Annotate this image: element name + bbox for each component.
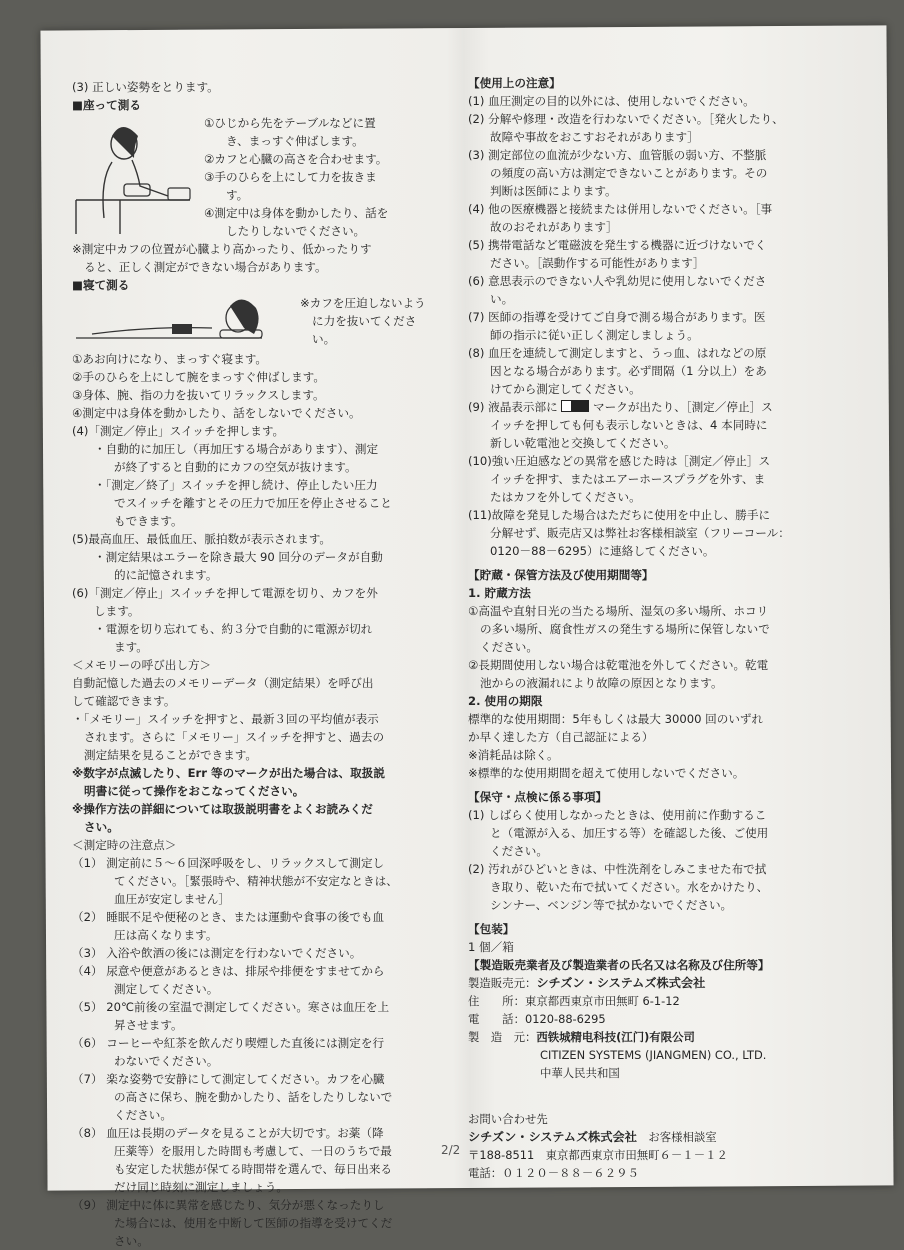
notes-line: （8） 血圧は長期のデータを見ることが大切です。お薬（降 <box>72 1126 384 1140</box>
usage-9-line: 新しい乾電池と交換してください。 <box>490 436 676 450</box>
tel-label: 電 話： <box>468 1012 525 1026</box>
usageTail-line: たはカフを外してください。 <box>490 490 641 504</box>
usage-line: (4) 他の医療機器と接続または併用しないでください。［事 <box>468 202 773 216</box>
notes-line: ください。 <box>114 1108 172 1122</box>
tel: 0120-88-6295 <box>524 1012 606 1026</box>
contact-name: シチズン・システムズ株式会社 <box>468 1130 637 1144</box>
usage-line: の頻度の高い方は測定できないことがあります。その <box>490 166 768 180</box>
usage-line: 故のおそれがあります］ <box>490 220 618 234</box>
manufacturer-label: 製 造 元： <box>468 1030 537 1044</box>
usage-line: ださい。［誤動作する可能性があります］ <box>490 256 705 270</box>
usage-notes <box>468 92 818 398</box>
lying-illustration <box>72 294 300 350</box>
usage-line: 因となる場合があります。必ず間隔（1 分以上）をあ <box>490 364 767 378</box>
storage-line: の多い場所、腐食性ガスの発生する場所に保管しないで <box>480 622 770 636</box>
memory-bold-note: ※数字が点滅したり、Err 等のマークが出た場合は、取扱説 <box>72 766 385 780</box>
notes-line: （1） 測定前に５～６回深呼吸をし、リラックスして測定し <box>72 856 385 870</box>
seller-label: 製造販売元： <box>468 976 537 990</box>
storage-subheading: 1. 貯蔵方法 <box>468 586 531 600</box>
battery-icon <box>561 400 589 412</box>
period-subheading: 2. 使用の期限 <box>468 694 543 708</box>
usageTail-line: 分解せず、販売店又は弊社お客様相談室（フリーコール： <box>490 526 790 540</box>
left-column <box>72 78 460 1250</box>
sitting-note: ると、正しく測定ができない場合があります。 <box>84 260 327 274</box>
storage-line: ください。 <box>480 640 538 654</box>
step-4-line: ・「測定／終了」スイッチを押し続け、停止したい圧力 <box>94 478 378 492</box>
lying-line: ①あお向けになり、まっすぐ寝ます。 <box>72 352 267 366</box>
usage-line: けてから測定してください。 <box>490 382 641 396</box>
address-label: 住 所： <box>468 994 525 1008</box>
usage-9-text: マークが出たり、［測定／停止］ス <box>593 400 773 414</box>
memory-heading: ＜メモリーの呼び出し方＞ <box>72 658 212 672</box>
notes-line: 昇させます。 <box>114 1018 183 1032</box>
contact-dept: お客様相談室 <box>648 1130 717 1144</box>
notes-line: （3） 入浴や飲酒の後には測定を行わないでください。 <box>72 946 362 960</box>
lying-note: に力を抜いてくださ <box>312 314 417 328</box>
maint-line: ください。 <box>490 844 548 858</box>
step-6-line: ます。 <box>114 640 148 654</box>
notes-heading: ＜測定時の注意点＞ <box>72 838 177 852</box>
step-3: (3) 正しい姿勢をとります。 <box>72 80 219 94</box>
lying-line: ②手のひらを上にして腕をまっすぐ伸ばします。 <box>72 370 325 384</box>
notes-line: さい。 <box>114 1234 149 1248</box>
memory-line: 測定結果を見ることができます。 <box>84 748 257 762</box>
lying-line: ④測定中は身体を動かしたり、話をしないでください。 <box>72 406 361 420</box>
page-number: 2/2 <box>441 1143 461 1157</box>
usageTail-line: (10)強い圧迫感などの異常を感じた時は［測定／停止］ス <box>468 454 771 468</box>
notes-line: （9） 測定中に体に異常を感じたり、気分が悪くなったりし <box>72 1198 385 1212</box>
sitting-line: す。 <box>226 188 249 202</box>
memory-bold-note: さい。 <box>84 820 119 834</box>
step-5-line: ・測定結果はエラーを除き最大 90 回分のデータが自動 <box>94 550 383 564</box>
notes-line: だけ同じ時刻に測定しましょう。 <box>114 1180 288 1194</box>
notes-line: も安定した状態が保てる時間帯を選んで、毎日出来る <box>114 1162 393 1176</box>
notes-line: の高さに保ち、腕を動かしたり、話をしたりしないで <box>114 1090 393 1104</box>
sitting-illustration <box>72 114 204 240</box>
storage-line: ①高温や直射日光の当たる場所、湿気の多い場所、ホコリ <box>468 604 769 618</box>
memory-line: 自動記憶した過去のメモリーデータ（測定結果）を呼び出 <box>72 676 374 690</box>
right-column <box>468 74 818 1182</box>
usage-9-text: (9) 液晶表示部に <box>468 400 558 414</box>
usage-line: 故障や事故をおこすおそれがあります］ <box>490 130 699 144</box>
sitting-line: き、まっすぐ伸ばします。 <box>226 134 364 148</box>
sitting-line: ①ひじから先をテーブルなどに置 <box>204 116 376 130</box>
address: 東京都西東京市田無町 6-1-12 <box>524 994 680 1008</box>
contact-tel: 電話：０１２０－８８－６２９５ <box>468 1166 639 1180</box>
notes-line: （5） 20℃前後の室温で測定してください。寒さは血圧を上 <box>72 1000 390 1014</box>
maintenance-notes <box>468 806 818 914</box>
memory-bold-note: ※操作方法の詳細については取扱説明書をよくお読みくだ <box>72 802 373 816</box>
notes-line: 圧は高くなります。 <box>114 928 218 942</box>
step-4-line: が終了すると自動的にカフの空気が抜けます。 <box>114 460 357 474</box>
period-line: ※消耗品は除く。 <box>468 748 559 762</box>
storage-line: ②長期間使用しない場合は乾電池を外してください。乾電 <box>468 658 769 672</box>
memory-line: ・「メモリー」スイッチを押すと、最新３回の平均値が表示 <box>72 712 379 726</box>
storage-heading: 【貯蔵・保管方法及び使用期間等】 <box>468 568 654 582</box>
lying-line: ③身体、腕、指の力を抜いてリラックスします。 <box>72 388 325 402</box>
step-5-line: 的に記憶されます。 <box>114 568 218 582</box>
usage-line: (5) 携帯電話など電磁波を発生する機器に近づけないでく <box>468 238 767 252</box>
period-line: 標準的な使用期間：5年もしくは最大 30000 回のいずれ <box>468 712 764 726</box>
usage-9-line: イッチを押しても何も表示しないときは、4 本同時に <box>490 418 768 432</box>
notes-line: 測定してください。 <box>114 982 219 996</box>
maint-line: き取り、乾いた布で拭いてください。水をかけたり、 <box>490 880 769 894</box>
notes-line: （6） コーヒーや紅茶を飲んだり喫煙した直後には測定を行 <box>72 1036 385 1050</box>
usage-heading: 【使用上の注意】 <box>468 76 561 90</box>
notes-line: わないでください。 <box>114 1054 219 1068</box>
usage-item-9 <box>468 398 818 416</box>
usageTail-line: 0120－88－6295）に連絡してください。 <box>490 544 715 558</box>
notes-line: （2） 睡眠不足や便秘のとき、または運動や食事の後でも血 <box>72 910 385 924</box>
sitting-line: したりしないでください。 <box>226 224 366 238</box>
usage-notes-tail <box>468 452 818 560</box>
memory-bold-note: 明書に従って操作をおこなってください。 <box>84 784 305 798</box>
step-4-line: もできます。 <box>114 514 183 528</box>
usage-line: (7) 医師の指導を受けてご自身で測る場合があります。医 <box>468 310 766 324</box>
notes-line: た場合には、使用を中断して医師の指導を受けてくだ <box>114 1216 393 1230</box>
usage-line: (2) 分解や修理・改造を行わないでください。［発火したり、 <box>468 112 784 126</box>
maint-line: (2) 汚れがひどいときは、中性洗剤をしみこませた布で拭 <box>468 862 767 876</box>
manufacturer-heading: 【製造販売業者及び製造業者の氏名又は名称及び住所等】 <box>468 958 770 972</box>
step-4-line: でスイッチを離すとその圧力で加圧を停止させること <box>114 496 392 510</box>
sitting-line: ②カフと心臓の高さを合わせます。 <box>204 152 388 166</box>
maint-line: と（電源が入る、加圧する等）を確認した後、ご使用 <box>490 826 769 840</box>
usage-line: (6) 意思表示のできない人や乳幼児に使用しないでくださ <box>468 274 767 288</box>
step-6: (6)「測定／停止」スイッチを押して電源を切り、カフを外 <box>72 586 378 600</box>
notes-line: 血圧が安定しません］ <box>114 892 230 906</box>
contact-address: 〒188-8511 東京都西東京市田無町６－１－１２ <box>468 1148 728 1162</box>
manufacturer-country: 中華人民共和国 <box>540 1066 620 1080</box>
sitting-note: ※測定中カフの位置が心臓より高かったり、低かったりす <box>72 242 372 256</box>
usageTail-line: イッチを押す、またはエアーホースプラグを外す、ま <box>490 472 766 486</box>
lying-note: い。 <box>312 332 336 346</box>
period-line: ※標準的な使用期間を超えて使用しないでください。 <box>468 766 745 780</box>
memory-line: されます。さらに「メモリー」スイッチを押すと、過去の <box>84 730 385 744</box>
contact-label: お問い合わせ先 <box>468 1112 548 1126</box>
step-6-line: ・電源を切り忘れても、約３分で自動的に電源が切れ <box>94 622 373 636</box>
step-4: (4)「測定／停止」スイッチを押します。 <box>72 424 285 438</box>
usage-line: (3) 測定部位の血流が少ない方、血管脈の弱い方、不整脈 <box>468 148 767 162</box>
manufacturer-cn: 西铁城精电科技(江门)有限公司 <box>536 1030 695 1044</box>
notes-line: （7） 楽な姿勢で安静にして測定してください。カフを心臓 <box>72 1072 385 1086</box>
usage-line: い。 <box>490 292 514 306</box>
usage-line: (8) 血圧を連続して測定しますと、うっ血、はれなどの原 <box>468 346 767 360</box>
package-heading: 【包装】 <box>468 922 515 936</box>
usage-line: 師の指示に従い正しく測定しましょう。 <box>490 328 699 342</box>
manufacturer-block <box>468 974 818 1182</box>
sitting-line: ④測定中は身体を動かしたり、話を <box>204 206 389 220</box>
measurement-notes <box>72 854 460 1250</box>
usageTail-line: (11)故障を発見した場合はただちに使用を中止し、勝手に <box>468 508 771 522</box>
maint-line: (1) しばらく使用しなかったときは、使用前に作動するこ <box>468 808 767 822</box>
step-4-line: ・自動的に加圧し（再加圧する場合があります）、測定 <box>94 442 379 456</box>
storage-line: 池からの液漏れにより故障の原因となります。 <box>480 676 723 690</box>
notes-line: 圧薬等）を服用した時間も考慮して、一日のうちで最 <box>114 1144 392 1158</box>
usage-line: (1) 血圧測定の目的以外には、使用しないでください。 <box>468 94 755 108</box>
sitting-heading: ■座って測る <box>72 98 141 112</box>
seller-name: シチズン・システムズ株式会社 <box>536 976 706 990</box>
step-5: (5)最高血圧、最低血圧、脈拍数が表示されます。 <box>72 532 331 546</box>
maintenance-heading: 【保守・点検に係る事項】 <box>468 790 608 804</box>
period-line: か早く達した方（自己認証による） <box>468 730 654 744</box>
maint-line: シンナー、ベンジン等で拭かないでください。 <box>490 898 733 912</box>
notes-line: （4） 尿意や便意があるときは、排尿や排便をすませてから <box>72 964 385 978</box>
memory-line: して確認できます。 <box>72 694 176 708</box>
lying-heading: ■寝て測る <box>72 278 130 292</box>
lying-note: ※カフを圧迫しないよう <box>300 296 426 310</box>
package-text: 1 個／箱 <box>468 940 514 954</box>
notes-line: てください。［緊張時や、精神状態が不安定なときは、 <box>114 874 398 888</box>
manufacturer-en: CITIZEN SYSTEMS (JIANGMEN) CO., LTD. <box>540 1048 767 1062</box>
step-6: します。 <box>94 604 140 618</box>
sitting-line: ③手のひらを上にして力を抜きま <box>204 170 377 184</box>
usage-line: 判断は医師によります。 <box>490 184 617 198</box>
